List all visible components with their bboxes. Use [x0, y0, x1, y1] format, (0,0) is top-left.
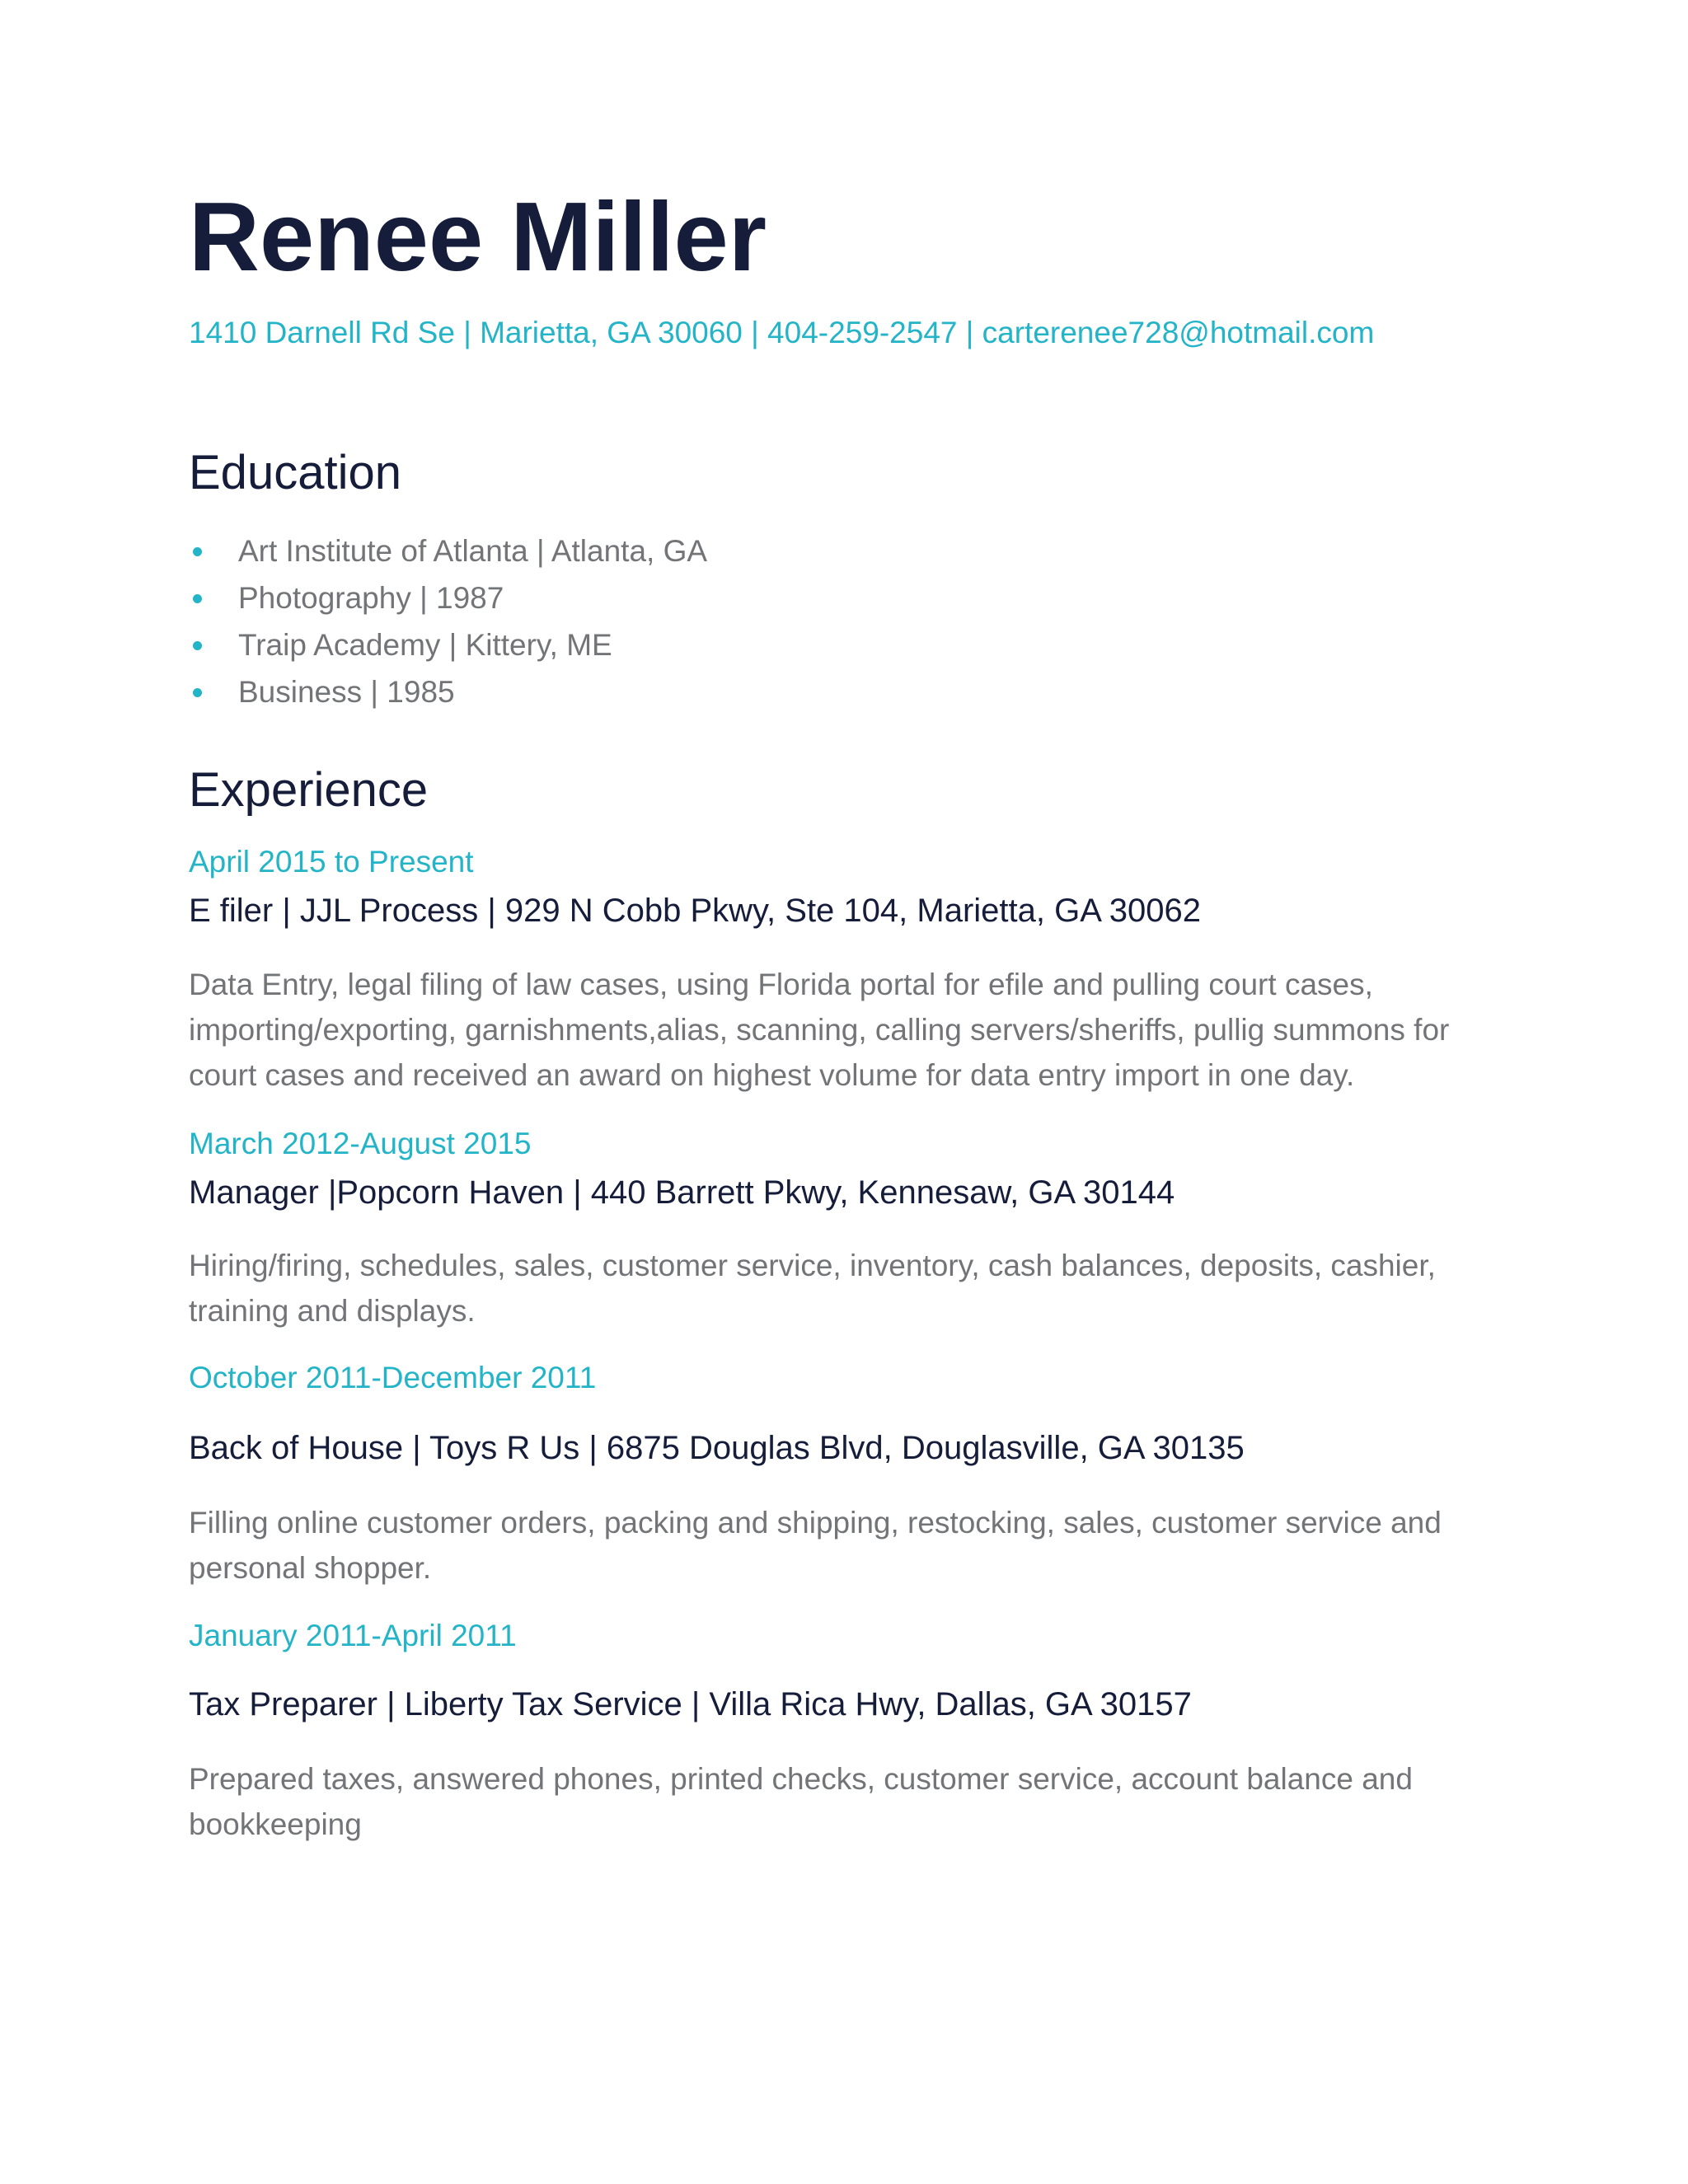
job-title: Back of House | Toys R Us | 6875 Douglas Blvd, Douglasville, GA 30135 — [189, 1430, 1245, 1466]
job-dates: March 2012-August 2015 — [189, 1127, 532, 1160]
education-item-text: Business | 1985 — [238, 675, 455, 709]
education-item — [189, 527, 707, 574]
job-dates: January 2011-April 2011 — [189, 1619, 517, 1652]
education-item-text: Traip Academy | Kittery, ME — [238, 628, 612, 662]
job-description: Prepared taxes, answered phones, printed checks, customer service, account balance and bookkeeping — [189, 1762, 1413, 1841]
job-title: Manager |Popcorn Haven | 440 Barrett Pkwy, Kennesaw, GA 30144 — [189, 1174, 1175, 1211]
resume-name: Renee Miller — [189, 182, 767, 292]
job-title: Tax Preparer | Liberty Tax Service | Villa Rica Hwy, Dallas, GA 30157 — [189, 1686, 1192, 1722]
bullet-icon — [193, 688, 202, 697]
education-item — [189, 621, 707, 668]
education-item-text: Art Institute of Atlanta | Atlanta, GA — [238, 534, 708, 568]
job-description: Hiring/firing, schedules, sales, customer service, inventory, cash balances, deposits, cashier, training and displays. — [189, 1249, 1436, 1328]
education-item — [189, 668, 707, 715]
experience-heading: Experience — [189, 763, 429, 817]
job-dates: April 2015 to Present — [189, 845, 474, 879]
education-heading: Education — [189, 446, 401, 499]
job-description: Data Entry, legal filing of law cases, using Florida portal for efile and pulling court cases, importing/exporting, garnishments,alias, scanning, calling servers/sheriffs, pullig summons for court cases and received an award on highest volume for data entry import in one day. — [189, 968, 1450, 1092]
bullet-icon — [193, 594, 202, 603]
education-item-text: Photography | 1987 — [238, 581, 504, 615]
bullet-icon — [193, 547, 202, 556]
education-list — [189, 527, 707, 715]
job-dates: October 2011-December 2011 — [189, 1361, 597, 1394]
education-item — [189, 574, 707, 621]
bullet-icon — [193, 641, 202, 650]
job-description: Filling online customer orders, packing and shipping, restocking, sales, customer service and personal shopper. — [189, 1506, 1442, 1585]
job-title: E filer | JJL Process | 929 N Cobb Pkwy, Ste 104, Marietta, GA 30062 — [189, 893, 1202, 929]
contact-info: 1410 Darnell Rd Se | Marietta, GA 30060 | 404-259-2547 | carterenee728@hotmail.com — [189, 316, 1375, 349]
